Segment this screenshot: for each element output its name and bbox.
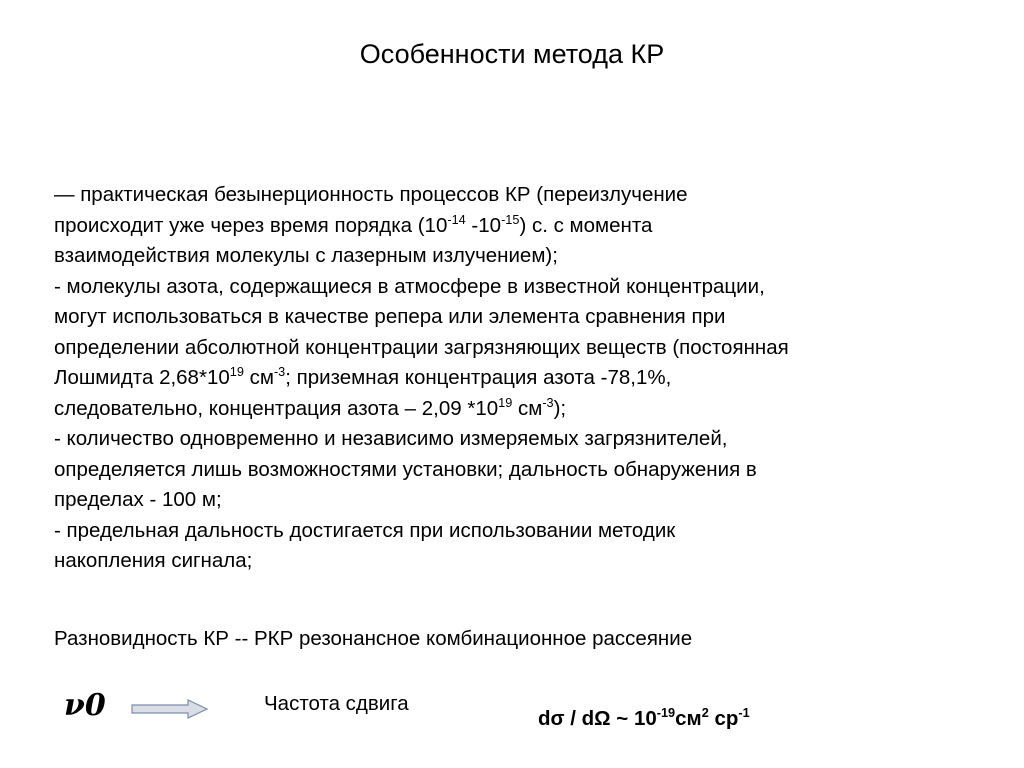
superscript: 19 bbox=[229, 364, 244, 380]
text-fragment: см bbox=[243, 366, 274, 389]
superscript: -3 bbox=[273, 364, 286, 380]
page-title: Особенности метода КР bbox=[359, 39, 665, 69]
text-fragment: см bbox=[512, 396, 543, 420]
text-fragment: происходит уже через время порядка (10 bbox=[54, 213, 448, 237]
superscript: -19 bbox=[656, 705, 676, 721]
text-line-1: — практическая безынерционность процессов КР (переизлучение bbox=[54, 183, 688, 206]
text-fragment: ; приземная концентрация азота -78,1%, bbox=[285, 366, 672, 389]
features-paragraph bbox=[54, 180, 984, 577]
text-line-4: - молекулы азота, содержащиеся в атмосфере в известной концентрации, bbox=[54, 274, 765, 298]
shift-frequency-label: Частота сдвига bbox=[264, 692, 409, 715]
text-fragment: следовательно, концентрация азота – 2,09 *10 bbox=[54, 396, 499, 420]
superscript: 2 bbox=[701, 705, 709, 721]
superscript: -1 bbox=[738, 705, 750, 721]
text-line-9: - количество одновременно и независимо измеряемых загрязнителей, bbox=[54, 427, 728, 450]
double-line-arrow-icon bbox=[130, 698, 210, 720]
text-line-3: взаимодействия молекулы с лазерным излучением); bbox=[54, 244, 558, 267]
formula-expression: dσ / dΩ ~ 10 bbox=[538, 707, 657, 730]
text-line-13: накопления сигнала; bbox=[54, 549, 253, 572]
text-line-5: могут использоваться в качестве репера или элемента сравнения при bbox=[54, 305, 726, 328]
text-line-2 bbox=[54, 211, 984, 242]
text-fragment: Лошмидта 2,68*10 bbox=[54, 366, 230, 389]
text-line-12: - предельная дальность достигается при использовании методик bbox=[54, 518, 676, 542]
text-fragment: -10 bbox=[465, 213, 502, 237]
superscript: -15 bbox=[501, 211, 520, 227]
text-fragment: ); bbox=[553, 396, 567, 420]
superscript: 19 bbox=[498, 394, 513, 410]
superscript: -14 bbox=[447, 211, 466, 227]
superscript: -3 bbox=[542, 394, 554, 410]
text-line-7 bbox=[54, 363, 984, 394]
text-line-6: определении абсолютной концентрации загрязняющих веществ (постоянная bbox=[54, 335, 789, 359]
formula-unit: ср bbox=[708, 707, 739, 730]
formula-unit: см bbox=[675, 707, 702, 730]
text-line-8 bbox=[54, 394, 984, 425]
nu-zero-symbol: ν0 bbox=[64, 688, 106, 723]
text-fragment: ) с. с момента bbox=[519, 213, 653, 237]
text-line-11: пределах - 100 м; bbox=[54, 488, 222, 511]
text-line-10: определяется лишь возможностями установки; дальность обнаружения в bbox=[54, 457, 757, 481]
cross-section-formula bbox=[538, 704, 750, 734]
raman-variety-line: Разновидность КР -- РКР резонансное комбинационное рассеяние bbox=[54, 627, 693, 650]
